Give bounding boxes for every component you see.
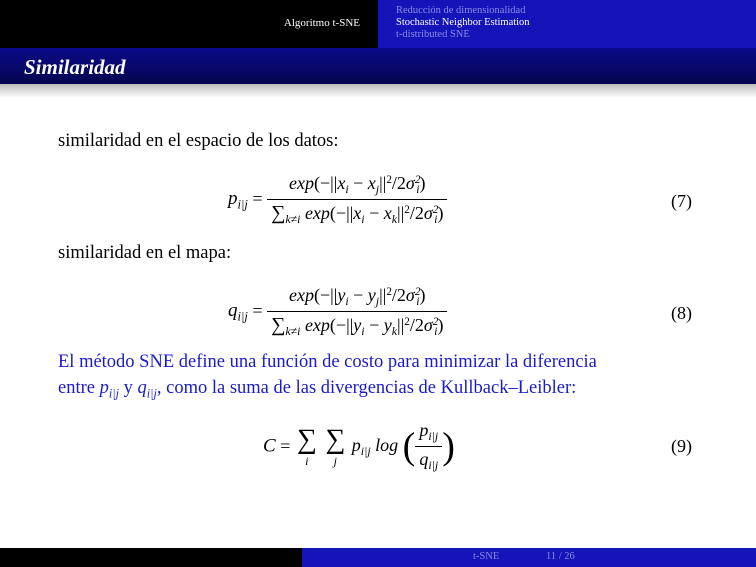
equation-8-number: (8)	[671, 303, 692, 323]
title-shadow	[0, 84, 756, 98]
footer-bar	[0, 548, 756, 567]
frame-title-bar	[0, 48, 756, 84]
equation-7-number: (7)	[671, 191, 692, 211]
sum-over-i: ∑ i	[296, 423, 317, 468]
text-map-space: similaridad en el mapa:	[58, 243, 232, 263]
subsection-link-sne[interactable]: Stochastic Neighbor Estimation	[396, 17, 530, 28]
equation-7: $p_{i|j}$ = $\frac{\exp(-||x_i - x_j||^2/2\sigma^2_i)}{\sum_{k\ne i} \exp(-||x_i - x_k||^2/2\sigma^2_i)}$	[228, 173, 447, 227]
subsection-link-reduccion[interactable]: Reducción de dimensionalidad	[396, 5, 526, 16]
footer-page-number: 11 / 26	[546, 551, 575, 562]
header-bar	[0, 0, 756, 48]
equation-9-number: (9)	[671, 436, 692, 456]
equation-8: $q_{i|j}$ = $\frac{\exp(-||y_i - y_j||^2/2\sigma^2_i)}{\sum_{k\ne i} \exp(-||y_i - y_k||^2/2\sigma^2_i)}$	[228, 285, 447, 339]
cost-description-line-2: entre $p_{i|j}$ y $q_{i|j}$, como la suma de las divergencias de Kullback–Leibler:	[58, 378, 577, 401]
header-section-panel	[0, 0, 378, 48]
cost-description-line-1: El método SNE define una función de costo para minimizar la diferencia	[58, 352, 597, 372]
subsection-link-tsne[interactable]: t-distributed SNE	[396, 29, 470, 40]
footer-left-panel	[0, 548, 302, 567]
footer-right-panel	[302, 548, 756, 567]
header-subsection-panel	[378, 0, 756, 48]
equation-8-fraction: $\frac{\exp(-||y_i - y_j||^2/2\sigma^2_i)}{\sum_{k\ne i} \exp(-||y_i - y_k||^2/2\sigma^2_i)}$	[267, 285, 447, 339]
footer-short-title: t-SNE	[473, 551, 500, 562]
equation-9: C = ∑ i ∑ j $p_{i|j}$ log ( $\frac{p_{i|j}}{q_{i|j}}$ )	[263, 420, 455, 473]
frame-title: Similaridad	[24, 55, 126, 79]
sum-over-j: ∑ j	[325, 423, 346, 468]
header-section-link[interactable]: Algoritmo t-SNE	[283, 17, 360, 29]
text-data-space: similaridad en el espacio de los datos:	[58, 131, 339, 151]
equation-7-fraction: $\frac{\exp(-||x_i - x_j||^2/2\sigma^2_i)}{\sum_{k\ne i} \exp(-||x_i - x_k||^2/2\sigma^2_i)}$	[267, 173, 447, 227]
